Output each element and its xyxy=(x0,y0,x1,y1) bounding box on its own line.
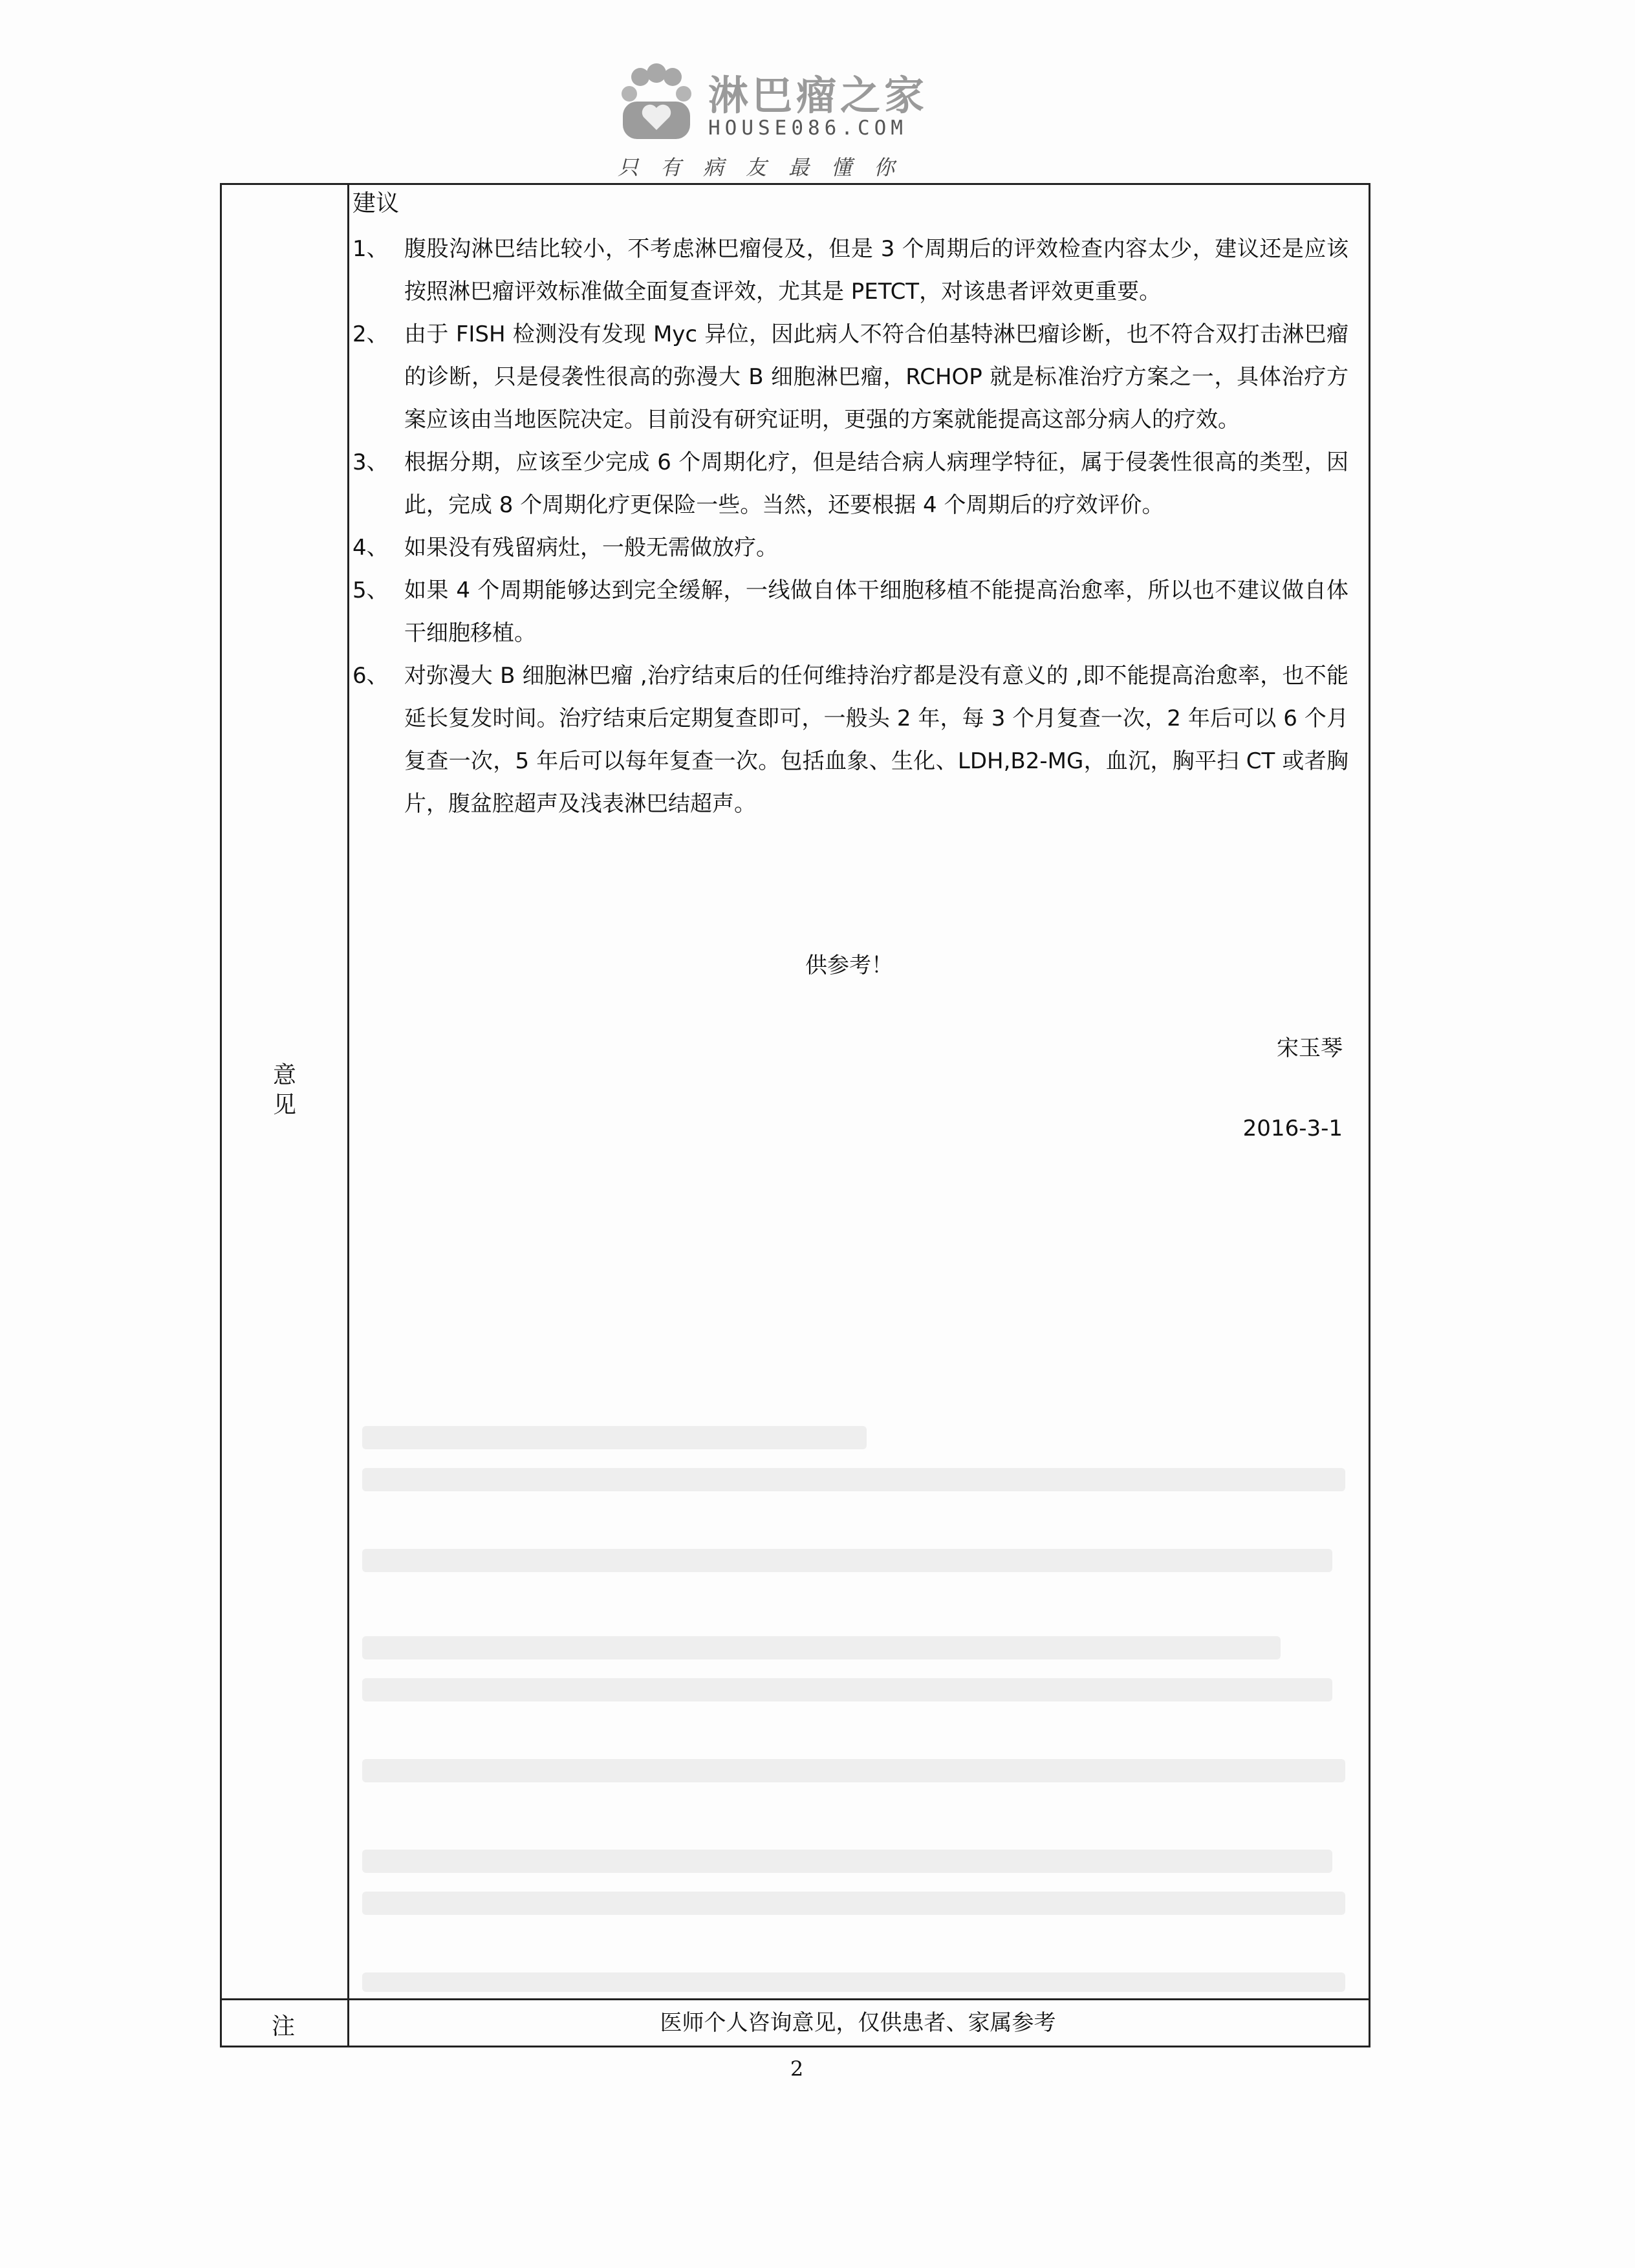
list-item xyxy=(352,313,1348,441)
logo-domain: HOUSE086.COM xyxy=(708,116,907,140)
item-number: 6、 xyxy=(352,663,389,689)
page-number: 2 xyxy=(790,2057,804,2081)
column-divider xyxy=(347,183,349,2046)
section-heading: 建议 xyxy=(352,190,400,217)
row-divider xyxy=(220,1998,1369,2000)
note-label: 注 xyxy=(272,2013,296,2040)
logo-slogan: 只有病友最懂你 xyxy=(618,155,917,180)
item-text: 对弥漫大 B 细胞淋巴瘤 ,治疗结束后的任何维持治疗都是没有意义的 ,即不能提高治愈率，也不能延长复发时间。治疗结束后定期复查即可，一般头 2 年，每 3 个月复查一次，2 年后可以 6 个月复查一次，5 年后可以每年复查一次。包括血象、生化、LDH,B2-MG，血沉，胸平扫 CT 或者胸片，腹盆腔超声及浅表淋巴结超声。 xyxy=(404,663,1348,817)
opinion-label xyxy=(272,1061,298,1120)
list-item xyxy=(352,228,1348,313)
list-item xyxy=(352,441,1348,526)
opinion-label-text: 意 见 xyxy=(272,1062,296,1118)
people-heart-icon xyxy=(618,63,695,140)
item-number: 5、 xyxy=(352,578,389,603)
signature-date: 2016-3-1 xyxy=(1242,1116,1343,1141)
item-text: 如果没有残留病灶，一般无需做放疗。 xyxy=(404,535,778,561)
note-text: 医师个人咨询意见，仅供患者、家属参考 xyxy=(660,2010,1056,2036)
logo-title: 淋巴瘤之家 xyxy=(708,72,929,119)
item-number: 2、 xyxy=(352,321,389,347)
item-text: 腹股沟淋巴结比较小，不考虑淋巴瘤侵及，但是 3 个周期后的评效检查内容太少，建议还是应该按照淋巴瘤评效标准做全面复查评效，尤其是 PETCT，对该患者评效更重要。 xyxy=(404,236,1348,305)
list-item xyxy=(352,654,1348,825)
item-text: 如果 4 个周期能够达到完全缓解，一线做自体干细胞移植不能提高治愈率，所以也不建议做自体干细胞移植。 xyxy=(404,578,1348,646)
site-logo xyxy=(618,59,980,182)
item-text: 根据分期，应该至少完成 6 个周期化疗，但是结合病人病理学特征，属于侵袭性很高的类型，因此，完成 8 个周期化疗更保险一些。当然，还要根据 4 个周期后的疗效评价。 xyxy=(404,449,1348,518)
doctor-signature: 宋玉琴 xyxy=(1277,1035,1343,1061)
item-number: 1、 xyxy=(352,236,389,262)
closing-text: 供参考！ xyxy=(805,953,893,978)
list-item xyxy=(352,569,1348,654)
item-text: 由于 FISH 检测没有发现 Myc 异位，因此病人不符合伯基特淋巴瘤诊断，也不符合双打击淋巴瘤的诊断，只是侵袭性很高的弥漫大 B 细胞淋巴瘤，RCHOP 就是标准治疗方案之一，具体治疗方案应该由当地医院决定。目前没有研究证明，更强的方案就能提高这部分病人的疗效。 xyxy=(404,321,1348,433)
item-number: 3、 xyxy=(352,449,389,475)
opinion-content xyxy=(352,188,1348,825)
item-number: 4、 xyxy=(352,535,389,561)
list-item xyxy=(352,526,1348,569)
